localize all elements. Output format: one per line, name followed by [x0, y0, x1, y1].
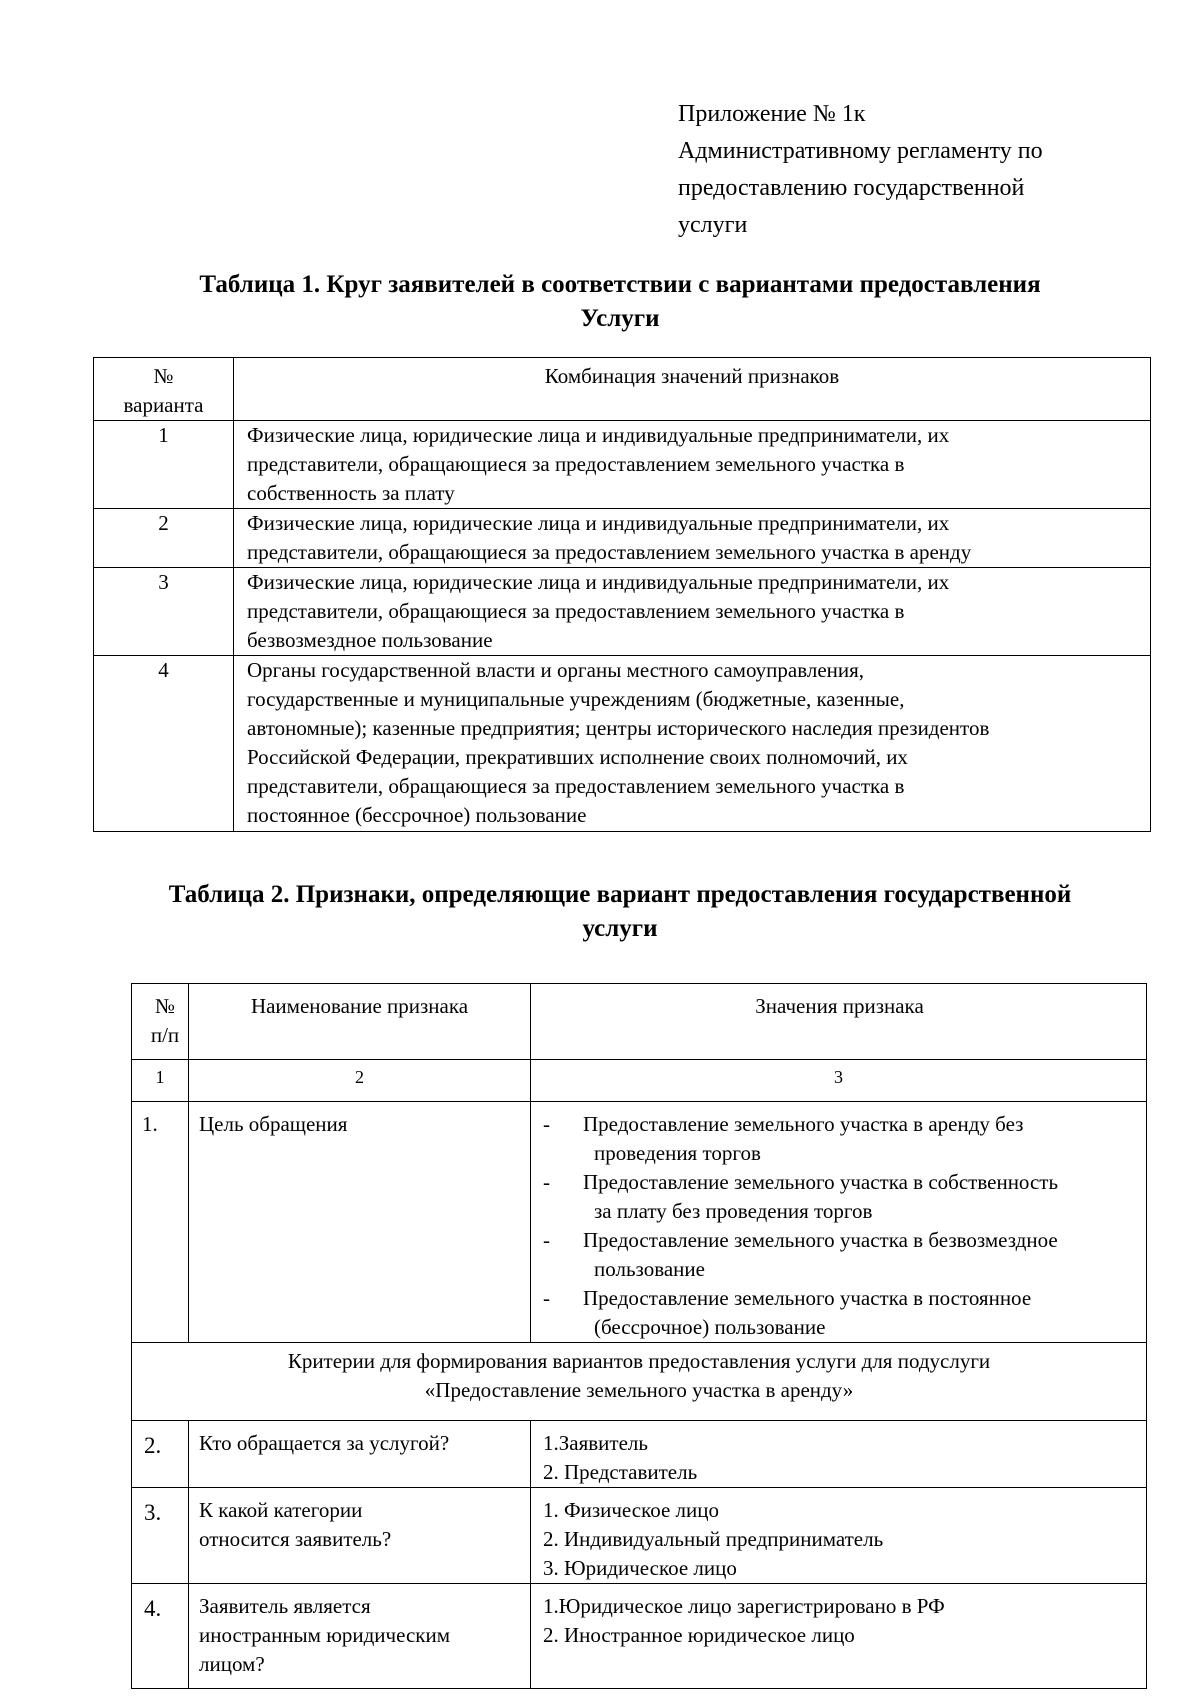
text-line: постоянное (бессрочное) пользование — [247, 803, 587, 827]
purpose-list — [543, 1110, 1136, 1342]
table-row — [94, 509, 1151, 568]
attribute-name: Цель обращения — [189, 1102, 531, 1343]
table-row — [132, 1421, 1147, 1488]
table1-heading-line: Услуги — [580, 305, 660, 332]
table-row — [132, 1102, 1147, 1343]
attribute-name — [189, 1584, 531, 1689]
column-number: 2 — [189, 1060, 531, 1102]
text-line: относится заявитель? — [199, 1527, 392, 1551]
variant-description — [234, 568, 1151, 656]
header-variant-number — [94, 358, 234, 421]
text-line: (бессрочное) пользование — [594, 1315, 826, 1339]
row-number: 2. — [132, 1421, 189, 1488]
row-number: 3. — [132, 1488, 189, 1584]
text-line: Физические лица, юридические лица и индивидуальные предприниматели, их — [247, 423, 950, 447]
text-line: Физические лица, юридические лица и индивидуальные предприниматели, их — [247, 570, 950, 594]
attribute-name — [189, 1488, 531, 1584]
table2-heading-line: Таблица 2. Признаки, определяющие вариант предоставления государственной — [168, 881, 1072, 908]
table2-heading — [100, 878, 1140, 946]
dash-marker: - — [543, 1112, 550, 1136]
dash-marker: - — [543, 1228, 550, 1252]
table-row — [132, 1488, 1147, 1584]
header-attribute-values: Значения признака — [531, 984, 1147, 1060]
value-line: 1. Физическое лицо — [543, 1498, 720, 1522]
header-num-label: п/п — [150, 1023, 180, 1047]
text-line: Предоставление земельного участка в аренду без — [583, 1112, 1024, 1136]
text-line: автономные); казенные предприятия; центры исторического наследия президентов — [247, 716, 990, 740]
header-num-symbol: № — [153, 364, 174, 388]
appendix-line: Приложение № 1к — [678, 101, 866, 127]
variant-description — [234, 509, 1151, 568]
header-num-label: варианта — [123, 393, 204, 417]
appendix-note — [678, 96, 1043, 244]
table1-heading — [100, 268, 1140, 336]
criteria-section-title — [132, 1343, 1147, 1421]
attribute-name: Кто обращается за услугой? — [189, 1421, 531, 1488]
value-line: 3. Юридическое лицо — [543, 1556, 737, 1580]
text-line: безвозмездное пользование — [247, 628, 493, 652]
table-row — [94, 421, 1151, 509]
text-line: К какой категории — [199, 1498, 363, 1522]
text-line: представители, обращающиеся за предоставлением земельного участка в — [247, 774, 905, 798]
criteria-table — [131, 983, 1147, 1689]
row-number: 1. — [132, 1102, 189, 1343]
header-combination: Комбинация значений признаков — [234, 358, 1151, 421]
value-line: 1.Заявитель — [543, 1431, 648, 1455]
table1-heading-line: Таблица 1. Круг заявителей в соответствии с вариантами предоставления — [199, 271, 1041, 298]
text-line: Критерии для формирования вариантов предоставления услуги для подуслуги — [287, 1349, 991, 1373]
header-num-symbol: № — [154, 994, 176, 1018]
text-line: Предоставление земельного участка в собственность — [583, 1170, 1059, 1194]
text-line: представители, обращающиеся за предоставлением земельного участка в — [247, 452, 905, 476]
attribute-values — [531, 1584, 1147, 1689]
variant-number: 4 — [94, 656, 234, 832]
variant-description — [234, 421, 1151, 509]
text-line: Физические лица, юридические лица и индивидуальные предприниматели, их — [247, 511, 950, 535]
table-row — [94, 656, 1151, 832]
text-line: «Предоставление земельного участка в аренду» — [424, 1378, 854, 1402]
text-line: Российской Федерации, прекративших исполнение своих полномочий, их — [247, 745, 908, 769]
table-header-row — [132, 984, 1147, 1060]
variant-number: 1 — [94, 421, 234, 509]
applicants-table — [93, 357, 1151, 832]
variant-number: 3 — [94, 568, 234, 656]
table-row — [94, 568, 1151, 656]
dash-marker: - — [543, 1170, 550, 1194]
attribute-values — [531, 1102, 1147, 1343]
text-line: пользование — [594, 1257, 705, 1281]
table2-heading-line: услуги — [582, 915, 658, 942]
list-item — [543, 1110, 1136, 1168]
list-item — [543, 1168, 1136, 1226]
text-line: лицом? — [199, 1652, 265, 1676]
text-line: Органы государственной власти и органы местного самоуправления, — [247, 658, 865, 682]
text-line: проведения торгов — [594, 1141, 761, 1165]
variant-description — [234, 656, 1151, 832]
table-header-row — [94, 358, 1151, 421]
list-item — [543, 1284, 1136, 1342]
attribute-values — [531, 1488, 1147, 1584]
column-number: 1 — [132, 1060, 189, 1102]
row-number: 4. — [132, 1584, 189, 1689]
column-number: 3 — [531, 1060, 1147, 1102]
text-line: Заявитель является — [199, 1594, 371, 1618]
appendix-line: услуги — [678, 212, 748, 238]
criteria-section-row — [132, 1343, 1147, 1421]
text-line: представители, обращающиеся за предоставлением земельного участка в — [247, 599, 905, 623]
text-line: государственные и муниципальные учреждениям (бюджетные, казенные, — [247, 687, 905, 711]
column-numbers-row — [132, 1060, 1147, 1102]
text-line: собственность за плату — [247, 481, 455, 505]
value-line: 1.Юридическое лицо зарегистрировано в РФ — [543, 1594, 945, 1618]
value-line: 2. Иностранное юридическое лицо — [543, 1623, 855, 1647]
text-line: иностранным юридическим — [199, 1623, 451, 1647]
appendix-line: предоставлению государственной — [678, 175, 1025, 201]
table-row — [132, 1584, 1147, 1689]
text-line: за плату без проведения торгов — [594, 1199, 873, 1223]
attribute-values — [531, 1421, 1147, 1488]
header-number — [132, 984, 189, 1060]
header-attribute-name: Наименование признака — [189, 984, 531, 1060]
text-line: Предоставление земельного участка в безвозмездное — [583, 1228, 1058, 1252]
appendix-line: Административному регламенту по — [678, 138, 1043, 164]
value-line: 2. Представитель — [543, 1460, 698, 1484]
variant-number: 2 — [94, 509, 234, 568]
list-item — [543, 1226, 1136, 1284]
value-line: 2. Индивидуальный предприниматель — [543, 1527, 884, 1551]
text-line: Предоставление земельного участка в постоянное — [583, 1286, 1032, 1310]
text-line: представители, обращающиеся за предоставлением земельного участка в аренду — [247, 540, 972, 564]
dash-marker: - — [543, 1286, 550, 1310]
